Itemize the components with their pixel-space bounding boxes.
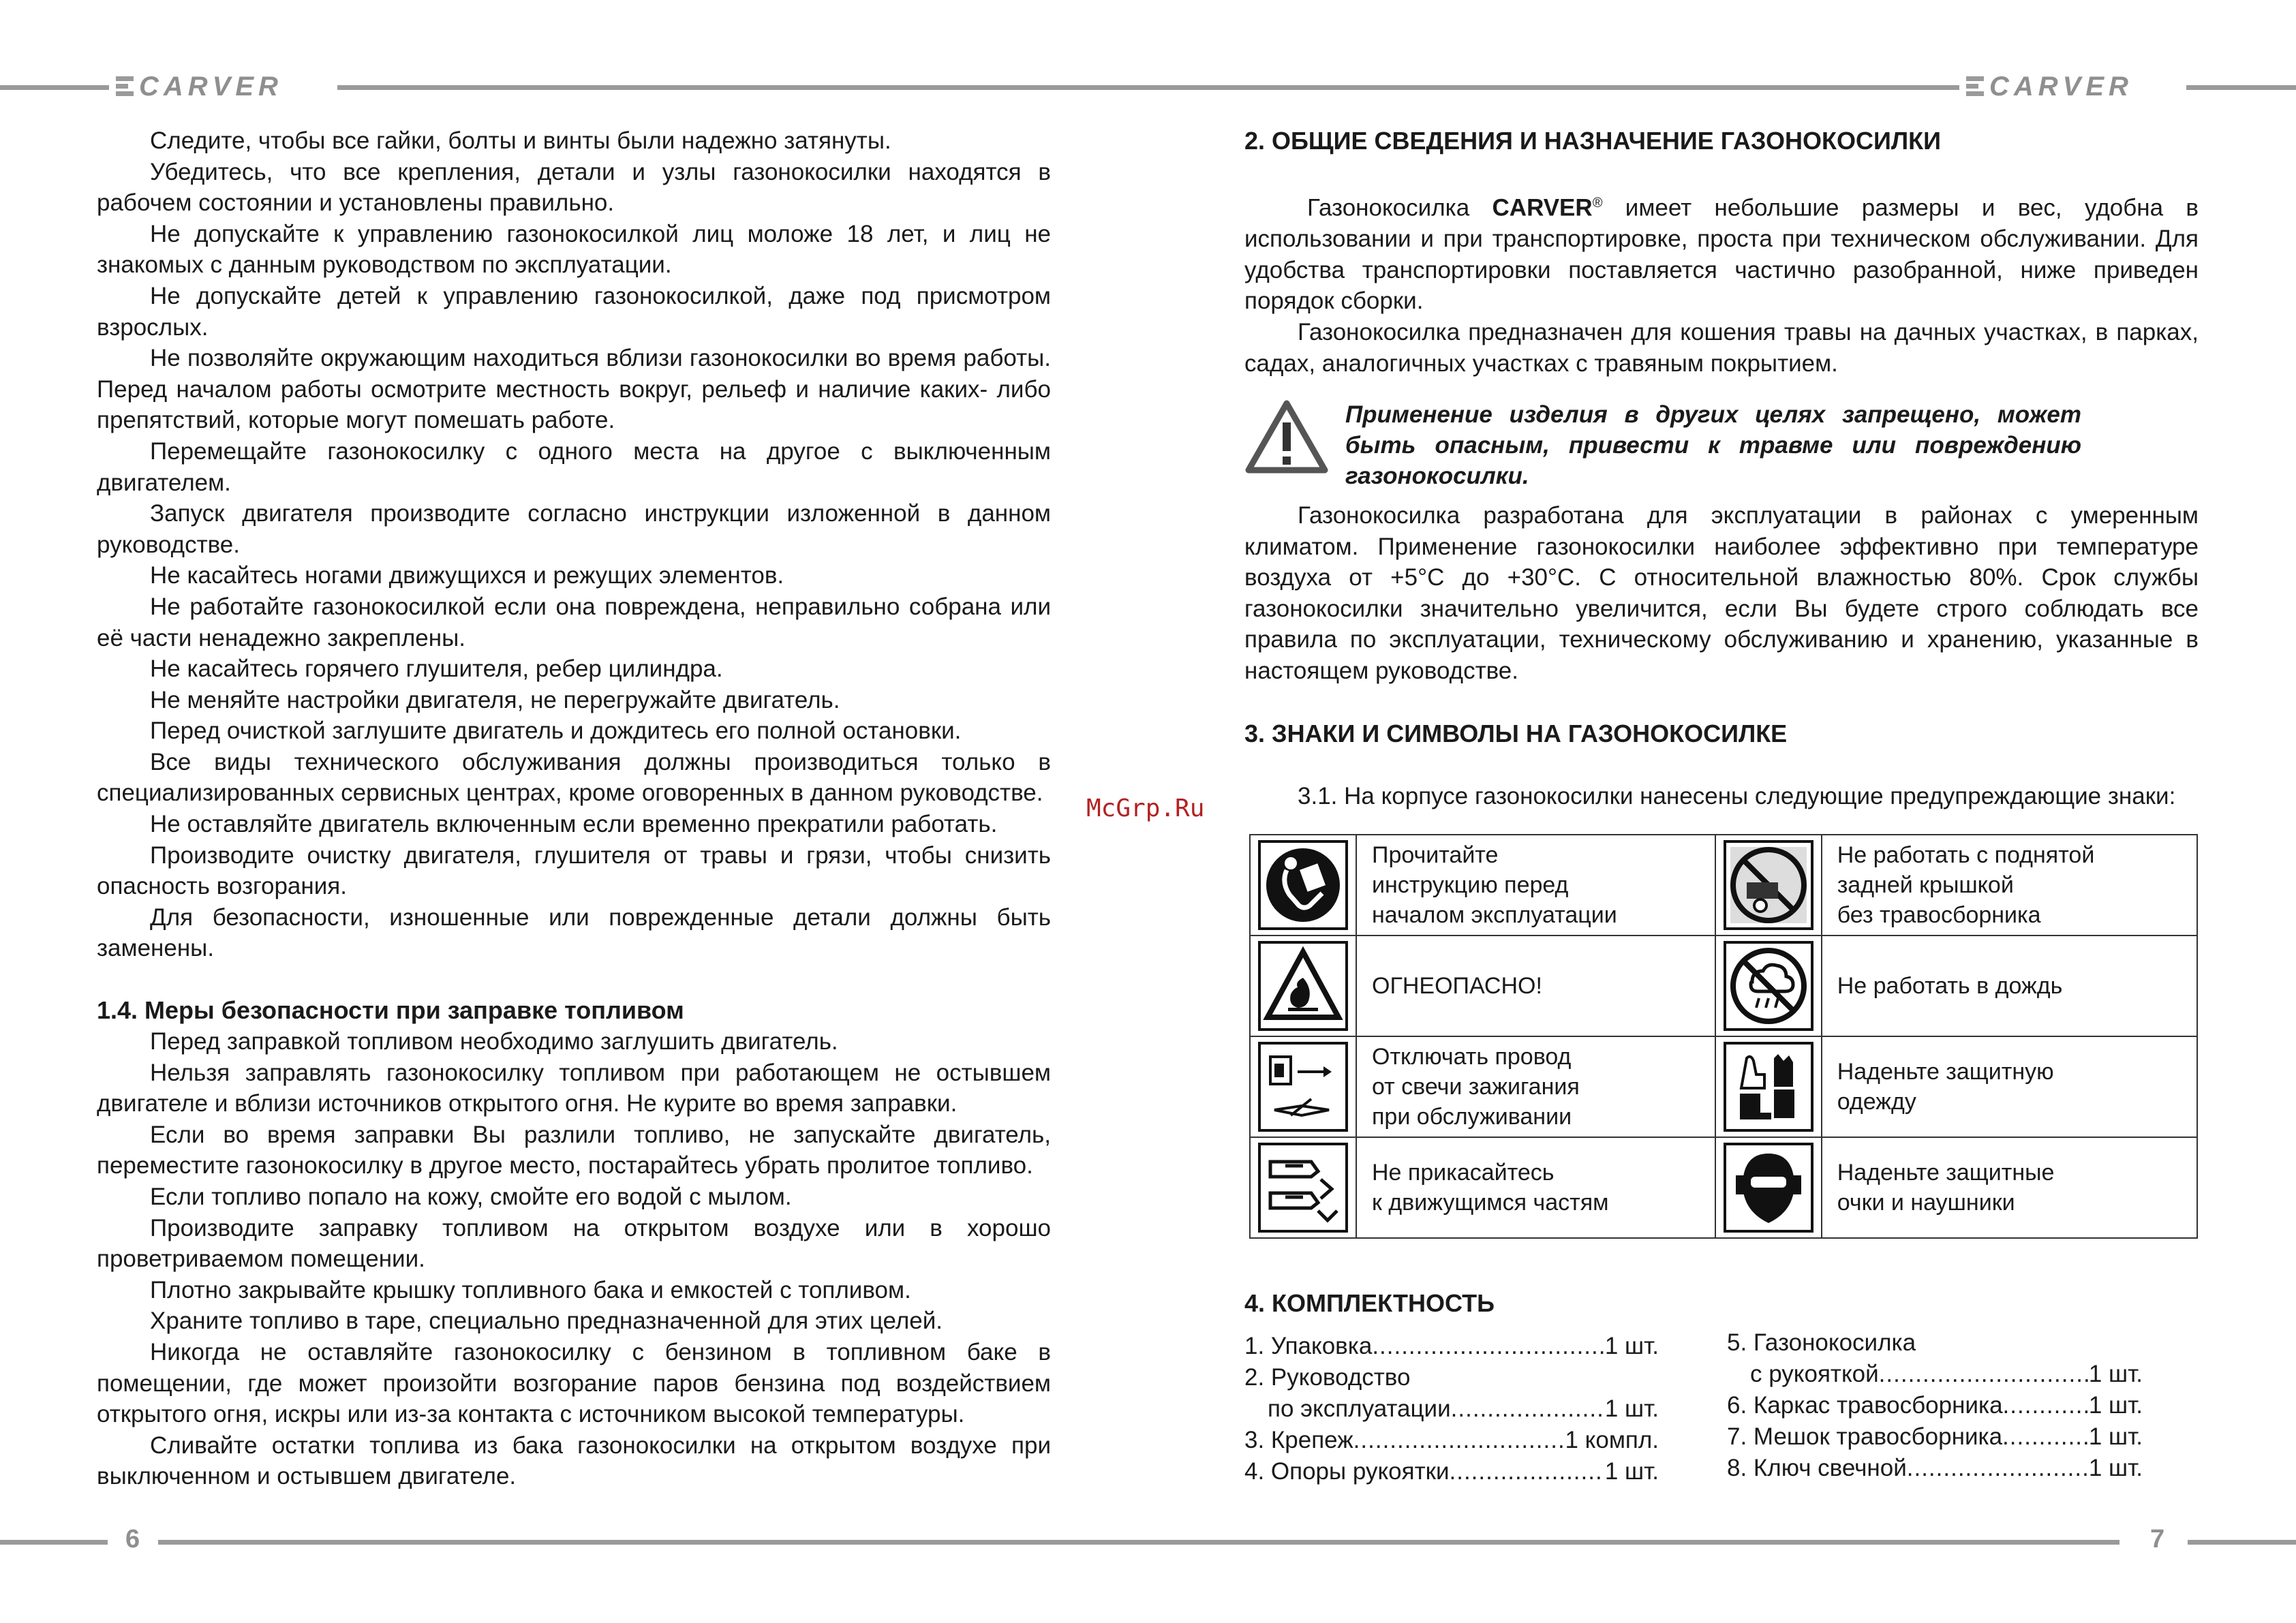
no-rain-icon	[1724, 941, 1813, 1031]
fuel-paragraph: Если топливо попало на кожу, смойте его водой с мылом.	[150, 1184, 792, 1210]
section3-title: 3. ЗНАКИ И СИМВОЛЫ НА ГАЗОНОКОСИЛКЕ	[1244, 719, 1788, 747]
fuel-paragraph: Плотно закрывайте крышку топливного бака и емкостей с топливом.	[150, 1276, 911, 1303]
fuel-paragraph: Сливайте остатки топлива из бака газонокосилки на открытом воздухе при выключенном и остывшем двигателе.	[97, 1432, 1051, 1490]
fuel-paragraph: Если во время заправки Вы разлили топливо, не запускайте двигатель, переместите газонокосилку в другое место, постарайтесь убрать пролитое топливо.	[97, 1121, 1051, 1179]
sign-goggles-earmuffs-label: Наденьте защитные очки и наушники	[1822, 1137, 2197, 1238]
sign-moving-parts-label: Не прикасайтесь к движущимся частям	[1356, 1137, 1715, 1238]
kit-list-left	[1244, 1331, 1659, 1487]
safety-paragraph: Перемещайте газонокосилку с одного места на другое с выключенным двигателем.	[97, 437, 1051, 496]
list-item: 8. Ключ свечной ..... 1 шт.	[1727, 1453, 2143, 1484]
list-item: 7. Мешок травосборника ..... 1 шт.	[1727, 1421, 2143, 1453]
fuel-section-title: 1.4. Меры безопасности при заправке топливом	[97, 996, 684, 1025]
sign-no-rain-label: Не работать в дождь	[1822, 936, 2197, 1036]
protective-clothing-icon	[1724, 1042, 1813, 1132]
brand-logo-left	[116, 71, 283, 102]
safety-paragraph: Не касайтесь горячего глушителя, ребер цилиндра.	[150, 655, 723, 683]
footer-rule-right	[2188, 1540, 2296, 1545]
fuel-paragraph: Нельзя заправлять газонокосилку топливом при работающем не остывшем двигателе и вблизи источников открытого огня. Не курите во время заправки.	[97, 1059, 1051, 1117]
section4-title: 4. КОМПЛЕКТНОСТЬ	[1244, 1289, 1495, 1317]
table-row	[1250, 1036, 2197, 1137]
read-manual-icon	[1258, 840, 1348, 930]
safety-paragraph: Не работайте газонокосилкой если она повреждена, неправильно собрана или её части ненадежно закреплены.	[97, 593, 1051, 651]
brand-logo-right	[1966, 71, 2133, 102]
safety-paragraph: Следите, чтобы все гайки, болты и винты были надежно затянуты.	[150, 127, 891, 154]
footer-rule-left-a	[0, 1540, 108, 1545]
logo-mark-icon	[116, 76, 134, 97]
page-number-left: 6	[125, 1525, 140, 1554]
safety-paragraph: Не допускайте детей к управлению газонокосилкой, даже под присмотром взрослых.	[97, 282, 1051, 341]
fuel-paragraph: Храните топливо в таре, специально предназначенной для этих целей.	[150, 1308, 943, 1335]
safety-paragraph: Все виды технического обслуживания должны производиться только в специализированных сервисных центрах, кроме оговоренных в данном руководстве.	[97, 748, 1051, 807]
list-item: 1. Упаковка ..... 1 шт.	[1244, 1331, 1659, 1362]
brand-name: CARVER	[139, 71, 283, 102]
warning-text: Применение изделия в других целях запрещено, может быть опасным, привести к травме или повреждению газонокосилки.	[1345, 401, 2081, 489]
right-column-section2	[1244, 125, 2199, 379]
fuel-paragraph: Никогда не оставляйте газонокосилку с бензином в топливном баке в помещении, где может произойти возгорание паров бензина под воздействием открытого огня, искры или из-за контакта с источником высокой температуры.	[97, 1338, 1051, 1428]
sign-flammable-label: ОГНЕОПАСНО!	[1356, 936, 1715, 1036]
safety-paragraph: Не оставляйте двигатель включенным если временно прекратили работать.	[150, 811, 998, 838]
footer-rule-middle	[158, 1540, 2119, 1545]
fuel-paragraph: Производите заправку топливом на открытом воздухе или в хорошо проветриваемом помещении.	[97, 1214, 1051, 1273]
page-number-right: 7	[2150, 1525, 2165, 1554]
warning-triangle-icon	[1244, 399, 1329, 474]
sign-no-raised-cover-label: Не работать с поднятой задней крышкой без травосборника	[1822, 835, 2197, 936]
header-rule-left-a	[0, 85, 109, 90]
flammable-icon	[1258, 941, 1348, 1031]
section4-heading-wrap	[1244, 1288, 2199, 1319]
section2-title: 2. ОБЩИЕ СВЕДЕНИЯ И НАЗНАЧЕНИЕ ГАЗОНОКОСИЛКИ	[1244, 127, 1941, 155]
disconnect-spark-plug-icon	[1258, 1042, 1348, 1132]
kit-list-right	[1727, 1327, 2143, 1484]
list-item: 6. Каркас травосборника ..... 1 шт.	[1727, 1390, 2143, 1421]
section3-intro: 3.1. На корпусе газонокосилки нанесены следующие предупреждающие знаки:	[1298, 782, 2176, 809]
section2-paragraph: Газонокосилка предназначен для кошения травы на дачных участках, в парках, садах, аналогичных участках с травяным покрытием.	[1244, 319, 2199, 377]
no-raised-cover-icon	[1724, 840, 1813, 930]
warning-signs-table	[1249, 834, 2198, 1239]
safety-paragraph: Перед очисткой заглушите двигатель и дождитесь его полной остановки.	[150, 717, 962, 745]
sign-protective-clothing-label: Наденьте защитную одежду	[1822, 1036, 2197, 1137]
safety-paragraph: Запуск двигателя производите согласно инструкции изложенной в данном руководстве.	[97, 500, 1051, 558]
warning-block	[1244, 399, 2199, 489]
moving-parts-icon	[1258, 1143, 1348, 1233]
list-item: 5. Газонокосилка	[1727, 1329, 1916, 1356]
table-row	[1250, 1137, 2197, 1238]
safety-paragraph: Для безопасности, изношенные или поврежденные детали должны быть заменены.	[97, 903, 1051, 962]
left-column	[97, 125, 1051, 1492]
safety-paragraph: Производите очистку двигателя, глушителя от травы и грязи, чтобы снизить опасность возгорания.	[97, 841, 1051, 900]
header-rule-right	[2186, 85, 2296, 90]
fuel-paragraph: Перед заправкой топливом необходимо заглушить двигатель.	[150, 1028, 838, 1055]
list-item: 2. Руководство	[1244, 1364, 1411, 1391]
list-item: с рукояткой ..... 1 шт.	[1727, 1359, 2143, 1390]
safety-paragraph: Не позволяйте окружающим находиться вблизи газонокосилки во время работы. Перед началом работы осмотрите местность вокруг, рельеф и наличие каких- либо препятствий, которые могут помешать работе.	[97, 345, 1051, 434]
safety-paragraph: Не меняйте настройки двигателя, не перегружайте двигатель.	[150, 686, 840, 713]
safety-paragraph: Не допускайте к управлению газонокосилкой лиц моложе 18 лет, и лиц не знакомых с данным руководством по эксплуатации.	[97, 220, 1051, 279]
list-item: 4. Опоры рукоятки ..... 1 шт.	[1244, 1456, 1659, 1487]
section2-paragraph: Газонокосилка разработана для эксплуатации в районах с умеренным климатом. Применение газонокосилки наиболее эффективно при температуре воздуха от +5°С до +30°С. С относительной влажностью 80%. Срок службы газонокосилки значительно увеличится, если Вы будете строго соблюдать все правила по эксплуатации, техническому обслуживанию и хранению, указанные в настоящем руководстве.	[1244, 502, 2199, 684]
table-row	[1250, 936, 2197, 1036]
list-item: по эксплуатации ..... 1 шт.	[1244, 1393, 1659, 1425]
right-column-section2-cont	[1244, 500, 2199, 812]
safety-paragraph: Не касайтесь ногами движущихся и режущих элементов.	[150, 562, 784, 589]
brand-name: CARVER	[1989, 71, 2133, 102]
section2-paragraph: Газонокосилка CARVER® имеет небольшие размеры и вес, удобна в использовании и при транспортировке, проста при техническом обслуживании. Для удобства транспортировки поставляется частично разобранной, ниже приведен порядок сборки.	[1244, 194, 2199, 315]
goggles-earmuffs-icon	[1724, 1143, 1813, 1233]
sign-disconnect-spark-plug-label: Отключать провод от свечи зажигания при обслуживании	[1356, 1036, 1715, 1137]
logo-mark-icon	[1966, 76, 1984, 97]
watermark: McGrp.Ru	[1086, 794, 1205, 822]
header-rule-left-b	[337, 85, 1959, 90]
sign-read-manual-label: Прочитайте инструкцию перед началом эксплуатации	[1356, 835, 1715, 936]
list-item: 3. Крепеж ..... 1 компл.	[1244, 1425, 1659, 1456]
table-row	[1250, 835, 2197, 936]
safety-paragraph: Убедитесь, что все крепления, детали и узлы газонокосилки находятся в рабочем состоянии и установлены правильно.	[97, 158, 1051, 217]
